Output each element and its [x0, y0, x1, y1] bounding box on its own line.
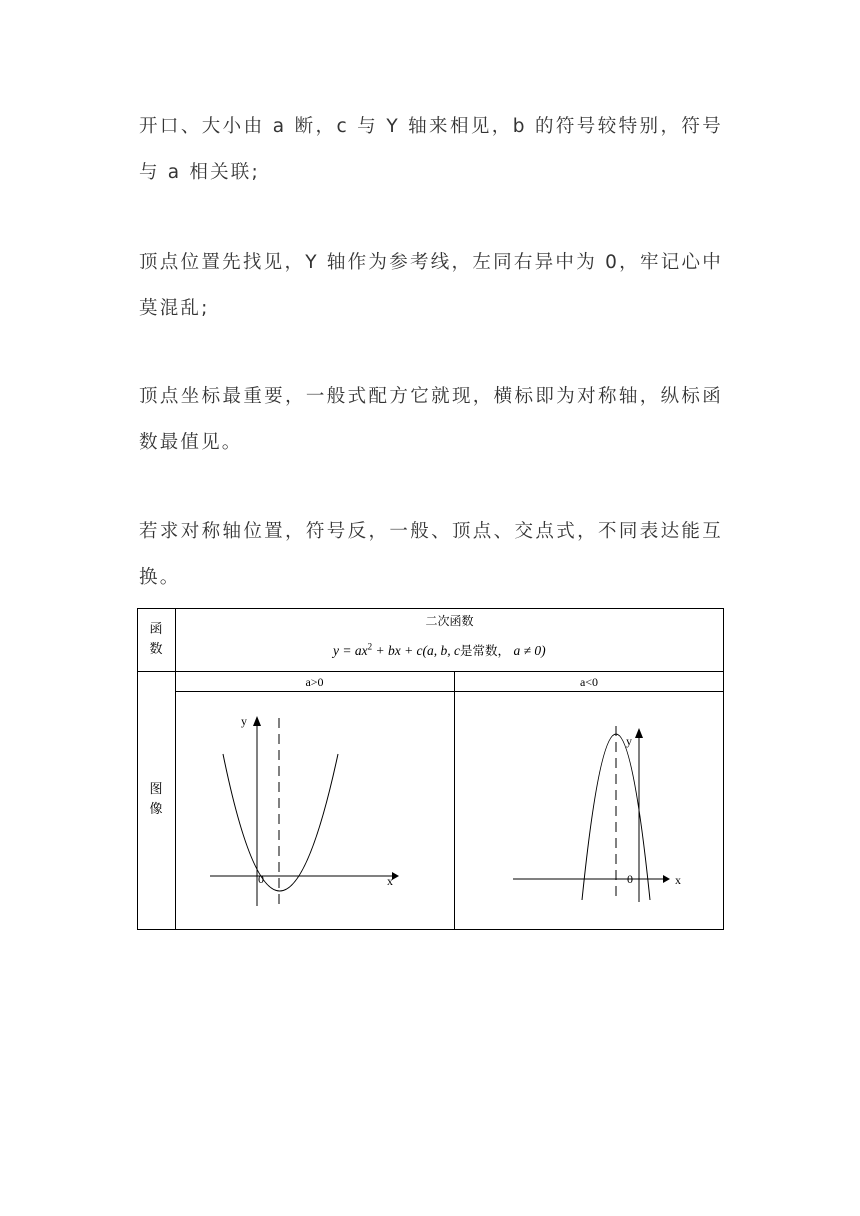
x-arrow-left [392, 872, 399, 880]
graph-a-positive [210, 716, 399, 906]
quadratic-function-table [137, 608, 724, 930]
parabola-up [223, 754, 338, 891]
mnemonic-paragraph-2: 顶点位置先找见，Y 轴作为参考线，左同右异中为 0，牢记心中莫混乱; [139, 252, 723, 319]
x-label-right: x [675, 873, 681, 887]
y-label-left: y [241, 714, 247, 728]
graph-a-negative [513, 726, 670, 902]
y-arrow-right [635, 728, 643, 738]
col-header-a-negative: a<0 [579, 675, 599, 689]
origin-label-right: 0 [627, 872, 633, 886]
y-arrow-left [253, 716, 261, 726]
row-label-graph: 图 像 [149, 782, 163, 817]
x-arrow-right [663, 875, 670, 883]
col-header-a-positive: a>0 [305, 675, 324, 689]
row-label-function: 函 数 [149, 622, 163, 657]
table-title: 二次函数 [425, 614, 474, 628]
x-label-left: x [387, 874, 393, 888]
mnemonic-paragraph-4: 若求对称轴位置，符号反，一般、顶点、交点式，不同表达能互换。 [139, 521, 723, 588]
y-label-right: y [626, 734, 632, 748]
origin-label-left: 0 [258, 872, 264, 886]
mnemonic-paragraph-1: 开口、大小由 a 断，c 与 Y 轴来相见，b 的符号较特别，符号与 a 相关联; [139, 116, 723, 183]
mnemonic-paragraph-3: 顶点坐标最重要，一般式配方它就现，横标即为对称轴，纵标函数最值见。 [139, 386, 723, 453]
quadratic-formula: $y = ax^2$ + bx + c(a, b, c是常数， a ≠ 0) [333, 641, 546, 658]
